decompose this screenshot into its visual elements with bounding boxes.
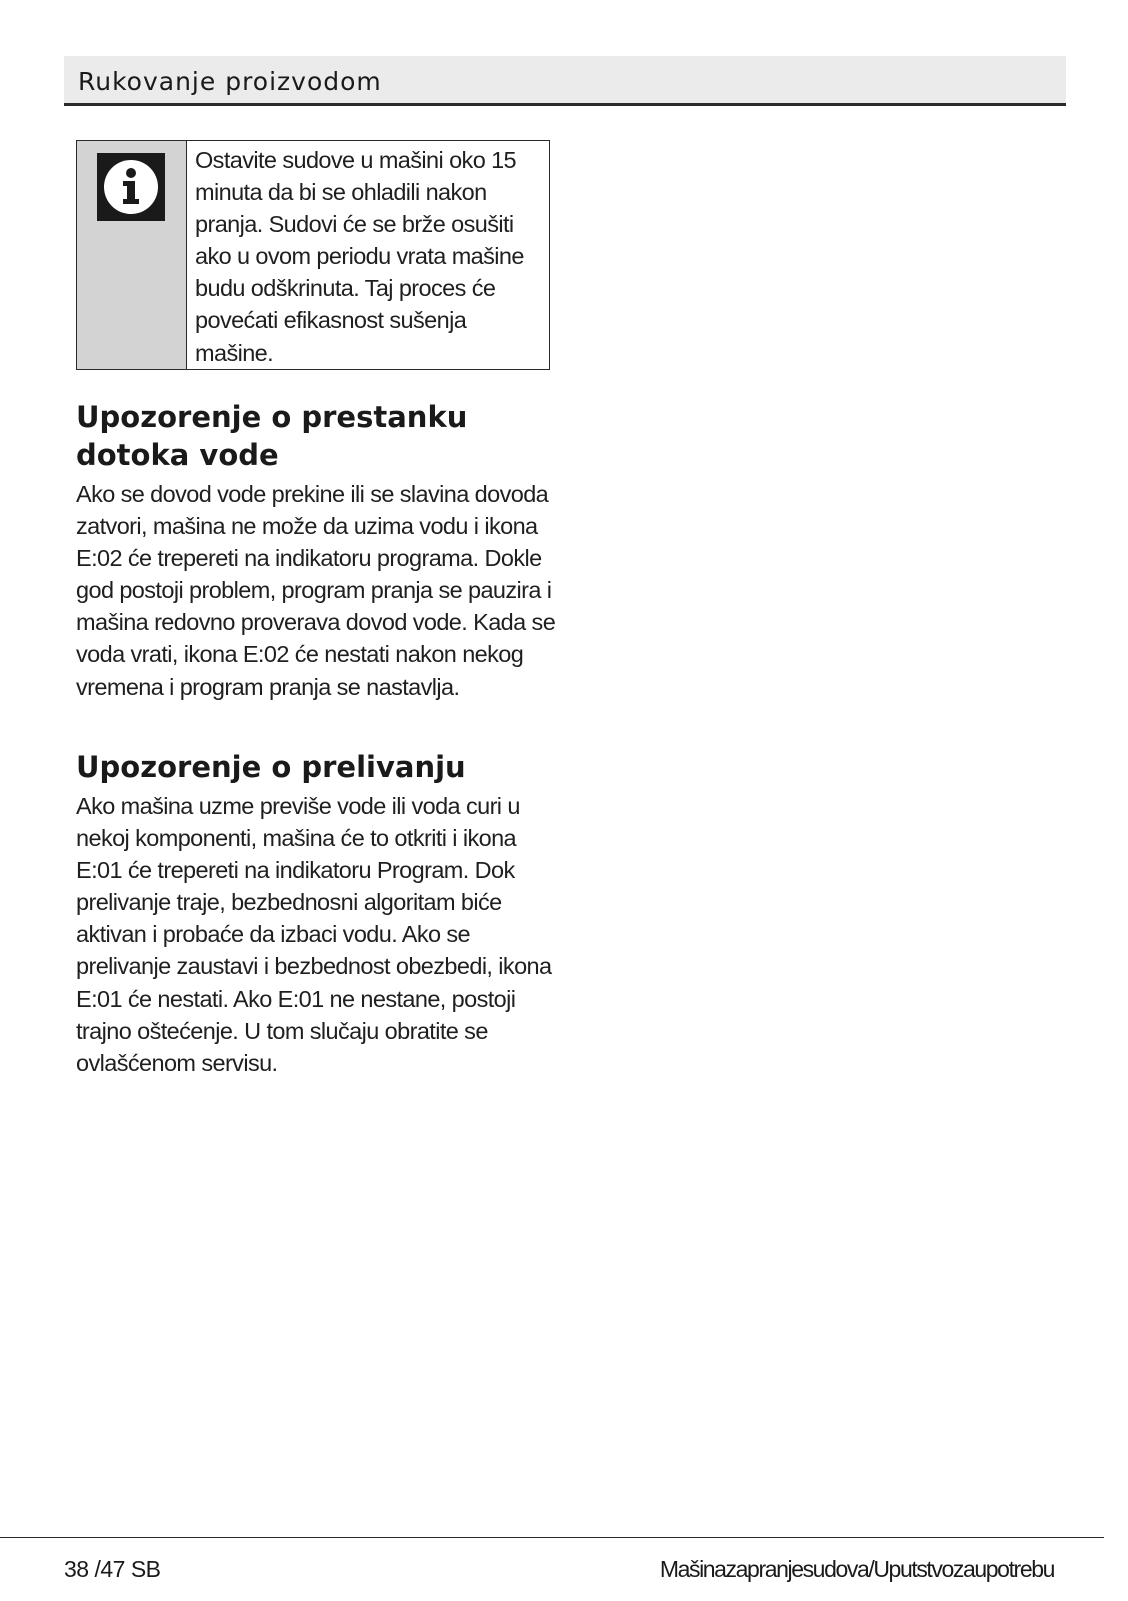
section-heading: Upozorenje o prestanku dotoka vode [76, 400, 468, 472]
info-text: Ostavite sudove u mašini oko 15 minuta da bi se ohladili nakon pranja. Sudovi će se brže osušiti ako u ovom periodu vrata mašine budu odškrinuta. Taj proces će povećati efikasnost sušenja mašine. [195, 147, 524, 366]
info-icon-column [77, 141, 187, 369]
section-water-supply-warning [76, 398, 556, 703]
section-heading: Upozorenje o prelivanju [76, 750, 466, 784]
section-overflow-warning [76, 748, 556, 1079]
section-body: Ako mašina uzme previše vode ili voda curi u nekoj komponenti, mašina će to otkriti i ikona E:01 će trepereti na indikatoru Program. Dok prelivanje traje, bezbednosni algoritam biće aktivan i probaće da izbaci vodu. Ako se prelivanje zaustavi i bezbednost obezbedi, ikona E:01 će nestati. Ako E:01 ne nestane, postoji trajno oštećenje. U tom slučaju obratite se ovlašćenom servisu. [76, 793, 552, 1076]
page-number: 38 /47 SB [64, 1556, 161, 1582]
info-icon [97, 153, 165, 221]
header-title: Rukovanje proizvodom [78, 67, 382, 96]
footer-divider [0, 1537, 1104, 1538]
section-body: Ako se dovod vode prekine ili se slavina dovoda zatvori, mašina ne može da uzima vodu i ikona E:02 će trepereti na indikatoru programa. Dokle god postoji problem, program pranja se pauzira i mašina redovno proverava dovod vode. Kada se voda vrati, ikona E:02 će nestati nakon nekog vremena i program pranja se nastavlja. [76, 481, 556, 700]
header-bar [64, 56, 1066, 106]
document-title: Mašinazapranjesudova/Uputstvozaupotrebu [659, 1556, 1054, 1582]
info-box [76, 140, 550, 370]
